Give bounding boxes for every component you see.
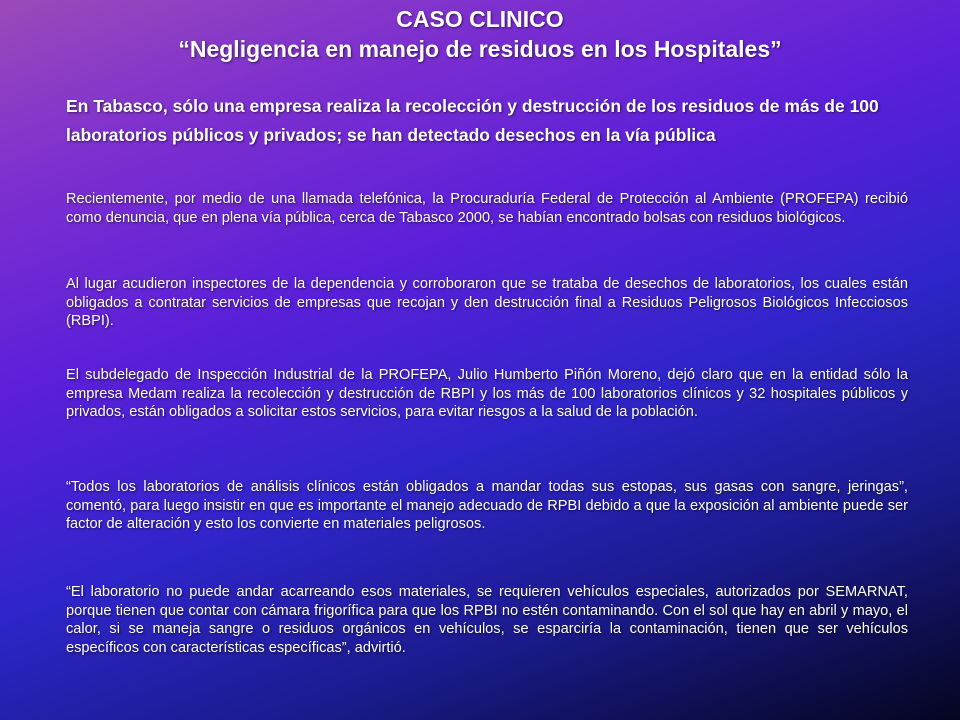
paragraph-5-quote: “El laboratorio no puede andar acarreando esos materiales, se requieren vehículos especiales, autorizados por SEMARNAT, porque tienen que contar con cámara frigorífica para que los RPBI no estén contaminando. Con el sol que hay en abril y mayo, el calor, si se maneja sangre o residuos orgánicos en vehículos, se esparciría la contaminación, tienen que ser vehículos específicos con características específicas”, advirtió. bbox=[66, 584, 908, 656]
subheading: En Tabasco, sólo una empresa realiza la recolección y destrucción de los residuos de más de 100 laboratorios públicos y privados; se han detectado desechos en la vía pública bbox=[66, 96, 879, 145]
paragraph-2: Al lugar acudieron inspectores de la dependencia y corroboraron que se trataba de desechos de laboratorios, los cuales están obligados a contratar servicios de empresas que recojan y den destrucción final a Residuos Peligrosos Biológicos Infecciosos (RBPI). bbox=[66, 276, 908, 330]
paragraph-4-quote: “Todos los laboratorios de análisis clínicos están obligados a mandar todas sus estopas, sus gasas con sangre, jeringas”, comentó, para luego insistir en que es importante el manejo adecuado de RPBI debido a que la exposición al ambiente puede ser factor de alteración y esto los convierte en materiales peligrosos. bbox=[66, 479, 908, 533]
paragraph-1: Recientemente, por medio de una llamada telefónica, la Procuraduría Federal de Protección al Ambiente (PROFEPA) recibió como denuncia, que en plena vía pública, cerca de Tabasco 2000, se habían encontrado bolsas con residuos biológicos. bbox=[66, 191, 908, 226]
slide-title bbox=[0, 4, 960, 64]
title-line-2: “Negligencia en manejo de residuos en los Hospitales” bbox=[178, 36, 782, 62]
paragraph-3: El subdelegado de Inspección Industrial de la PROFEPA, Julio Humberto Piñón Moreno, dejó claro que en la entidad sólo la empresa Medam realiza la recolección y destrucción de RBPI y los más de 100 laboratorios clínicos y 32 hospitales públicos y privados, están obligados a solicitar estos servicios, para evitar riesgos a la salud de la población. bbox=[66, 367, 908, 421]
title-line-1: CASO CLINICO bbox=[396, 6, 564, 32]
